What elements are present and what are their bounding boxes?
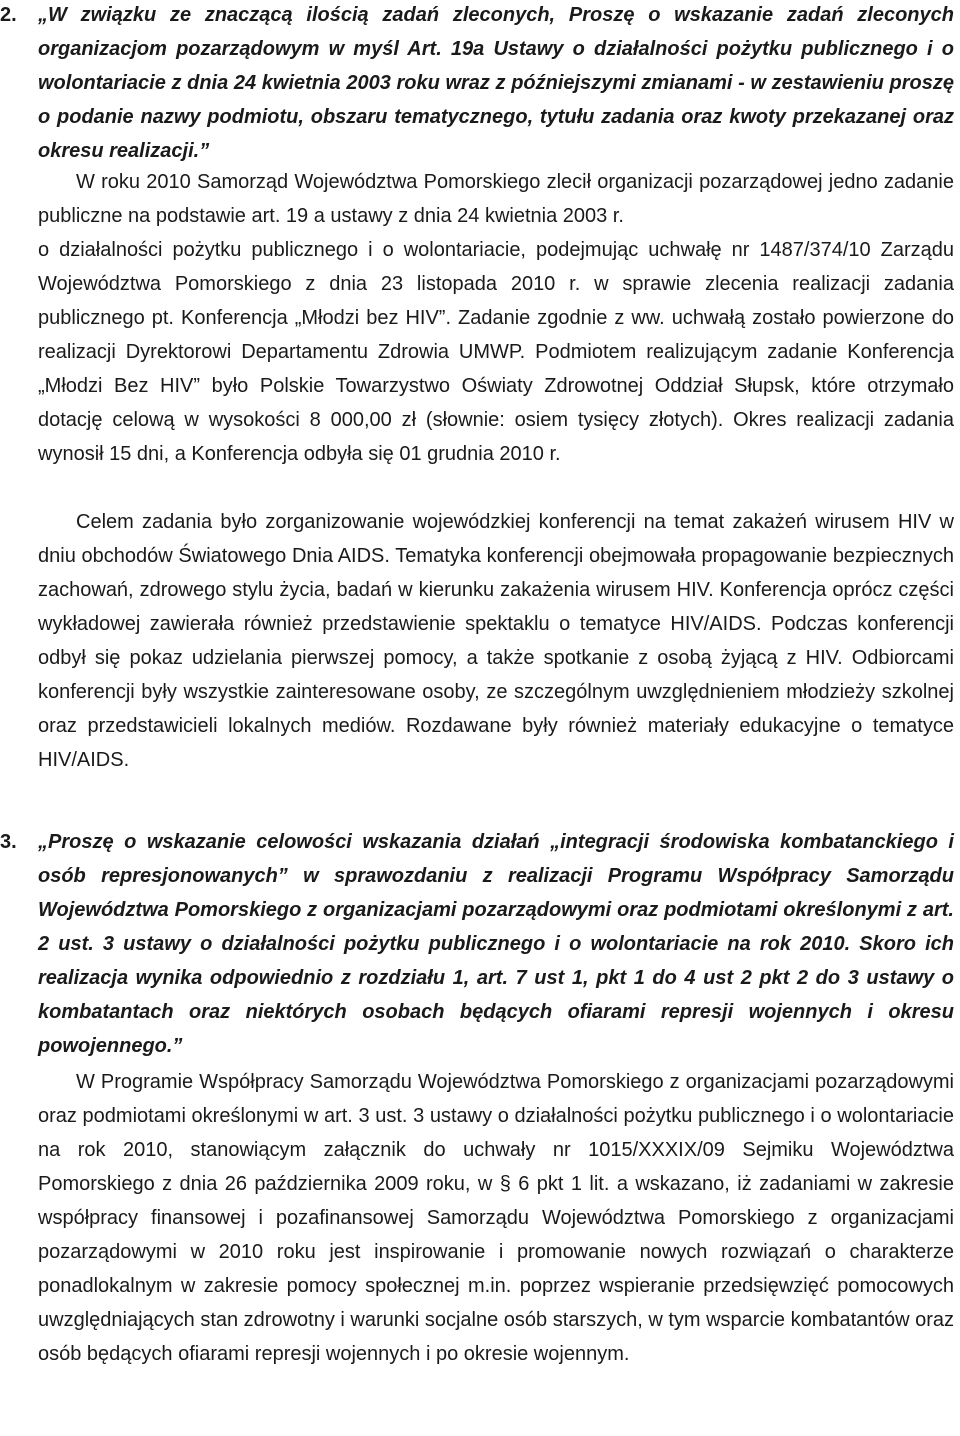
question-2-number: 2.: [0, 4, 17, 26]
question-2-text: „W związku ze znaczącą ilością zadań zleconych, Proszę o wskazanie zadań zleconych organizacjom pozarządowym w myśl Art. 19a Ustawy o działalności pożytku publicznego i o wolontariacie z dnia 24 kwietnia 2003 roku wraz z późniejszymi zmianami - w zestawieniu proszę o podanie nazwy podmiotu, obszaru tematycznego, tytułu zadania oraz kwoty przekazanej oraz okresu realizacji.”: [38, 4, 954, 162]
question-2: [0, 0, 954, 168]
answer-2-paragraph-2: o działalności pożytku publicznego i o wolontariacie, podejmując uchwałę nr 1487/374/10 Zarządu Województwa Pomorskiego z dnia 23 listopada 2010 r. w sprawie zlecenia realizacji zadania publicznego pt. Konferencja „Młodzi bez HIV”. Zadanie zgodnie z ww. uchwałą zostało powierzone do realizacji Dyrektorowi Departamentu Zdrowia UMWP. Podmiotem realizującym zadanie Konferencja „Młodzi Bez HIV” było Polskie Towarzystwo Oświaty Zdrowotnej Oddział Słupsk, które otrzymało dotację celową w wysokości 8 000,00 zł (słownie: osiem tysięcy złotych). Okres realizacji zadania wynosił 15 dni, a Konferencja odbyła się 01 grudnia 2010 r.: [38, 239, 954, 465]
question-3: [0, 825, 954, 1063]
answer-3-paragraph-1: W Programie Współpracy Samorządu Województwa Pomorskiego z organizacjami pozarządowymi oraz podmiotami określonymi w art. 3 ust. 3 ustawy o działalności pożytku publicznego i o wolontariacie na rok 2010, stanowiącym załącznik do uchwały nr 1015/XXXIX/09 Sejmiku Województwa Pomorskiego z dnia 26 października 2009 roku, w § 6 pkt 1 lit. a wskazano, iż zadaniami w zakresie współpracy finansowej i pozafinansowej Samorządu Województwa Pomorskiego z organizacjami pozarządowymi w 2010 roku jest inspirowanie i promowanie nowych rozwiązań o charakterze ponadlokalnym w zakresie pomocy społecznej m.in. poprzez wspieranie przedsięwzięć pomocowych uwzględniających stan zdrowotny i warunki socjalne osób starszych, w tym wsparcie kombatantów oraz osób będących ofiarami represji wojennych i po okresie wojennym.: [38, 1071, 954, 1365]
answer-2-paragraph-1: W roku 2010 Samorząd Województwa Pomorskiego zlecił organizacji pozarządowej jedno zadanie publiczne na podstawie art. 19 a ustawy z dnia 24 kwietnia 2003 r.: [38, 171, 954, 227]
answer-2-paragraph-3: Celem zadania było zorganizowanie wojewódzkiej konferencji na temat zakażeń wirusem HIV w dniu obchodów Światowego Dnia AIDS. Tematyka konferencji obejmowała propagowanie bezpiecznych zachowań, zdrowego stylu życia, badań w kierunku zakażenia wirusem HIV. Konferencja oprócz części wykładowej zawierała również przedstawienie spektaklu o tematyce HIV/AIDS. Podczas konferencji odbył się pokaz udzielania pierwszej pomocy, a także spotkanie z osobą żyjącą z HIV. Odbiorcami konferencji były wszystkie zainteresowane osoby, ze szczególnym uwzględnieniem młodzieży szkolnej oraz przedstawicieli lokalnych mediów. Rozdawane były również materiały edukacyjne o tematyce HIV/AIDS.: [38, 511, 954, 771]
question-3-number: 3.: [0, 831, 17, 853]
question-3-text: „Proszę o wskazanie celowości wskazania działań „integracji środowiska kombatanckiego i osób represjonowanych” w sprawozdaniu z realizacji Programu Współpracy Samorządu Województwa Pomorskiego z organizacjami pozarządowymi oraz podmiotami określonymi z art. 2 ust. 3 ustawy o działalności pożytku publicznego i o wolontariacie na rok 2010. Skoro ich realizacja wynika odpowiednio z rozdziału 1, art. 7 ust 1, pkt 1 do 4 ust 2 pkt 2 do 3 ustawy o kombatantach oraz niektórych osobach będących ofiarami represji wojennych i okresu powojennego.”: [38, 831, 954, 1057]
